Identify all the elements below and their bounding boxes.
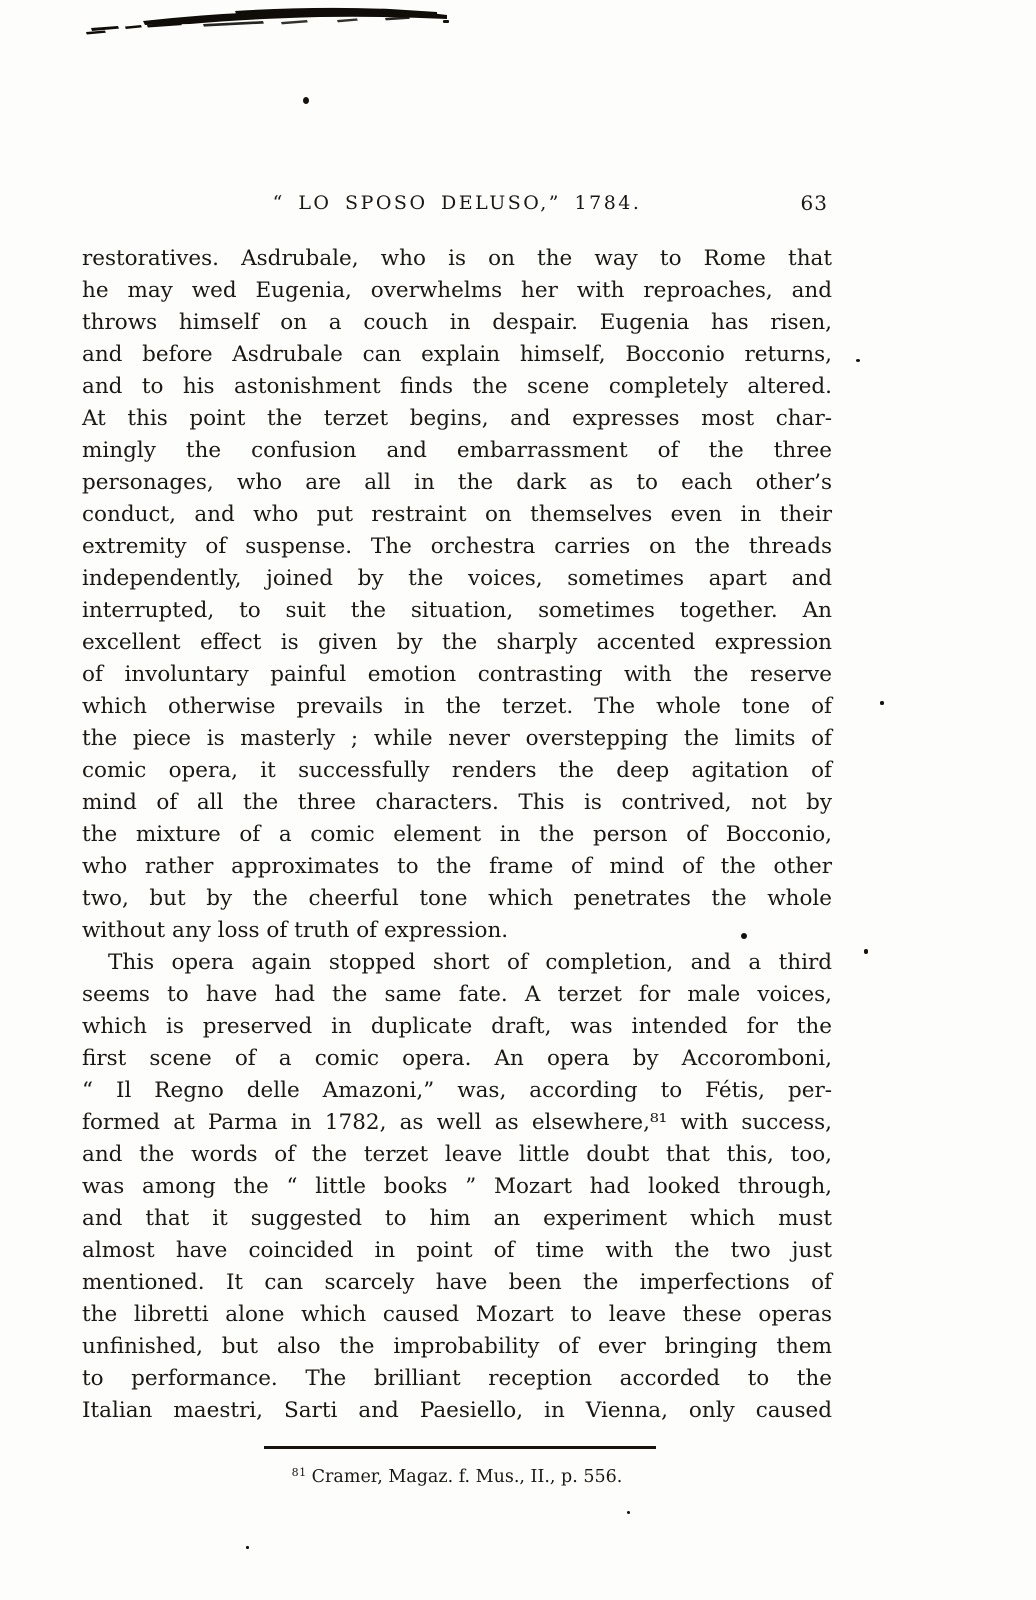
text-line: and the words of the terzet leave little doubt that this, too, bbox=[82, 1142, 832, 1167]
body-text bbox=[82, 243, 832, 1427]
text-line: almost have coincided in point of time with the two just bbox=[82, 1238, 832, 1263]
text-line: mentioned. It can scarcely have been the imperfections of bbox=[82, 1270, 832, 1295]
ink-speck bbox=[880, 701, 884, 705]
ink-speck bbox=[246, 1546, 249, 1549]
text-line: “ Il Regno delle Amazoni,” was, according to Fétis, per- bbox=[82, 1078, 832, 1103]
text-line: the libretti alone which caused Mozart to leave these operas bbox=[82, 1302, 832, 1327]
ink-speck bbox=[856, 359, 860, 362]
text-line: who rather approximates to the frame of mind of the other bbox=[82, 854, 832, 879]
text-line: Italian maestri, Sarti and Paesiello, in Vienna, only caused bbox=[82, 1398, 832, 1423]
page-number: 63 bbox=[800, 191, 828, 215]
text-line: formed at Parma in 1782, as well as elsewhere,⁸¹ with success, bbox=[82, 1110, 832, 1135]
text-line: first scene of a comic opera. An opera by Accoromboni, bbox=[82, 1046, 832, 1071]
text-line: seems to have had the same fate. A terzet for male voices, bbox=[82, 982, 832, 1007]
ink-speck bbox=[627, 1511, 630, 1514]
ink-speck bbox=[443, 20, 449, 23]
text-line: mind of all the three characters. This is contrived, not by bbox=[82, 790, 832, 815]
text-line: and that it suggested to him an experiment which must bbox=[82, 1206, 832, 1231]
text-line: mingly the confusion and embarrassment of the three bbox=[82, 438, 832, 463]
text-line: interrupted, to suit the situation, sometimes together. An bbox=[82, 598, 832, 623]
text-line: was among the “ little books ” Mozart had looked through, bbox=[82, 1174, 832, 1199]
text-line: conduct, and who put restraint on themselves even in their bbox=[82, 502, 832, 527]
text-line: to performance. The brilliant reception accorded to the bbox=[82, 1366, 832, 1391]
text-line: two, but by the cheerful tone which penetrates the whole bbox=[82, 886, 832, 911]
text-line: independently, joined by the voices, sometimes apart and bbox=[82, 566, 832, 591]
running-header-title: “ LO SPOSO DELUSO,” 1784. bbox=[272, 192, 642, 214]
text-line: he may wed Eugenia, overwhelms her with reproaches, and bbox=[82, 278, 832, 303]
scan-smudge-artifact bbox=[85, 4, 457, 42]
text-line: and to his astonishment finds the scene completely altered. bbox=[82, 374, 832, 399]
text-line: excellent effect is given by the sharply accented expression bbox=[82, 630, 832, 655]
text-line: At this point the terzet begins, and expresses most char- bbox=[82, 406, 832, 431]
text-line: the mixture of a comic element in the person of Bocconio, bbox=[82, 822, 832, 847]
text-line: extremity of suspense. The orchestra carries on the threads bbox=[82, 534, 832, 559]
text-line: restoratives. Asdrubale, who is on the way to Rome that bbox=[82, 246, 832, 271]
footnote-marker: 81 bbox=[291, 1466, 307, 1479]
ink-speck bbox=[303, 97, 309, 104]
text-line: unfinished, but also the improbability of ever bringing them bbox=[82, 1334, 832, 1359]
text-line: which is preserved in duplicate draft, was intended for the bbox=[82, 1014, 832, 1039]
text-line: which otherwise prevails in the terzet. The whole tone of bbox=[82, 694, 832, 719]
text-line: This opera again stopped short of completion, and a third bbox=[108, 950, 832, 975]
text-line: and before Asdrubale can explain himself, Bocconio returns, bbox=[82, 342, 832, 367]
footnote-text: Cramer, Magaz. f. Mus., II., p. 556. bbox=[311, 1467, 623, 1487]
text-line: of involuntary painful emotion contrasting with the reserve bbox=[82, 662, 832, 687]
text-line: throws himself on a couch in despair. Eugenia has risen, bbox=[82, 310, 832, 335]
footnote bbox=[82, 1460, 832, 1490]
ink-speck bbox=[864, 949, 868, 954]
footnote-rule bbox=[264, 1446, 656, 1449]
text-line: personages, who are all in the dark as to each other’s bbox=[82, 470, 832, 495]
text-line: the piece is masterly ; while never overstepping the limits of bbox=[82, 726, 832, 751]
text-line: without any loss of truth of expression. bbox=[82, 918, 509, 943]
running-header bbox=[82, 188, 832, 218]
text-line: comic opera, it successfully renders the deep agitation of bbox=[82, 758, 832, 783]
